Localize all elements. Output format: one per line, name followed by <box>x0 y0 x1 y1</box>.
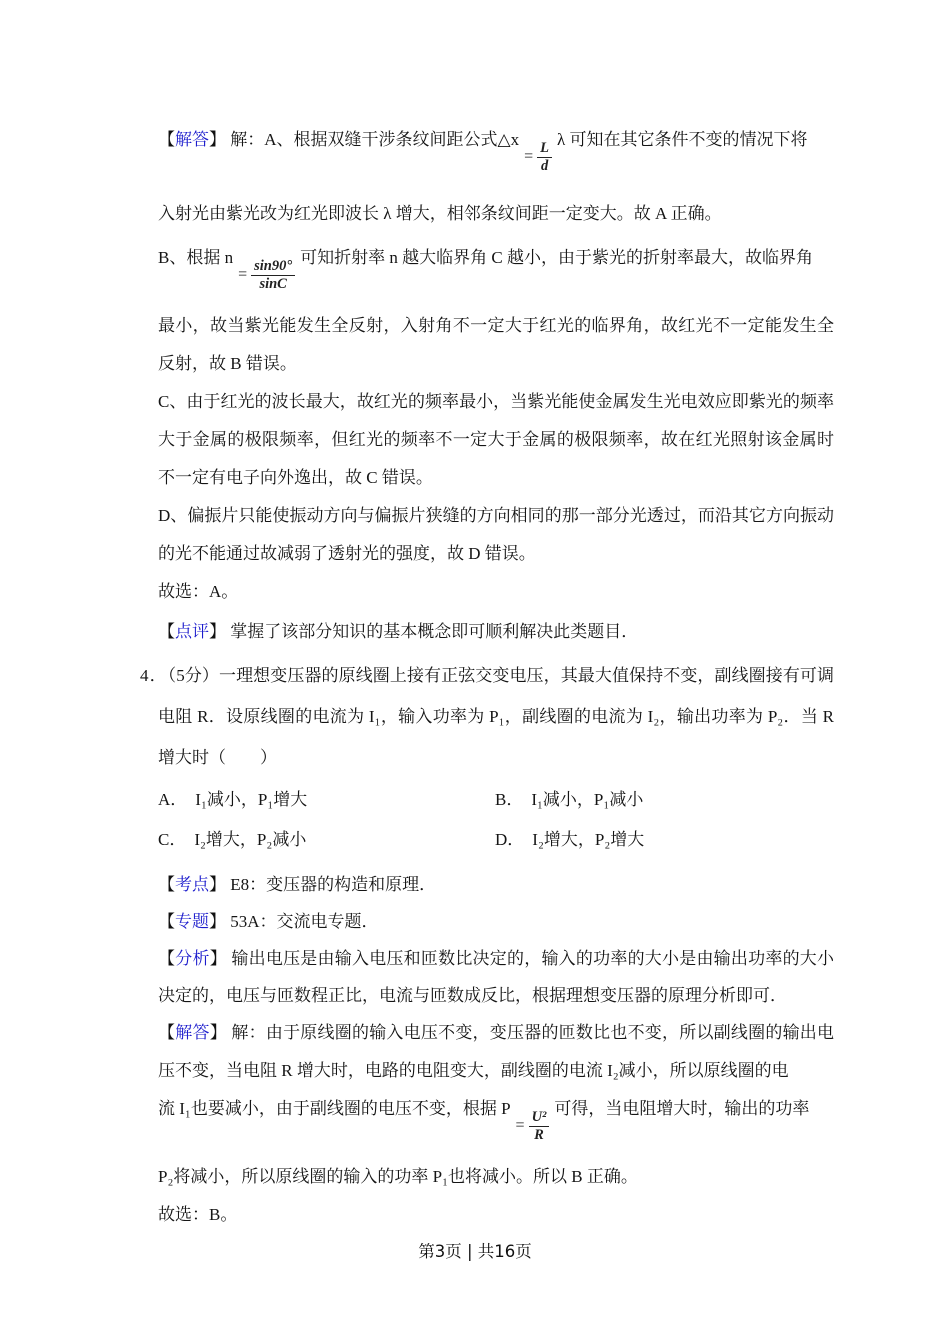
q4-number: 4． <box>140 666 168 685</box>
option-c-text: I₂增大，P₂减小 <box>194 830 307 849</box>
q3-answer-line1-tail: λ 可知在其它条件不变的情况下将 <box>557 130 808 149</box>
bracket-close: 】 <box>209 622 226 641</box>
option-b-key: B． <box>495 790 524 809</box>
bracket-open: 【 <box>158 1023 176 1042</box>
option-d-text: I₂增大，P₂增大 <box>532 830 645 849</box>
jieda-label <box>158 1023 227 1042</box>
fraction-denominator: d <box>540 157 549 174</box>
q4-zhuanti-text: 53A：交流电专题． <box>230 912 379 931</box>
q4-answer-para3: P₂将减小，所以原线圈的输入的功率 P₁也将减小。所以 B 正确。 <box>158 1167 638 1186</box>
q4-stem <box>140 655 834 778</box>
q3-answer-line1-pre: 解：A、根据双缝干涉条纹间距公式△x <box>230 130 520 149</box>
q4-answer-para1-text: 解：由于原线圈的输入电压不变，变压器的匝数比也不变，所以副线圈的输出电压不变，当电阻 R 增大时，电路的电阻变大，副线圈的电流 I₂减小，所以原线圈的电 <box>158 1023 835 1080</box>
q3-answer-para-d: D、偏振片只能使振动方向与偏振片狭缝的方向相同的那一部分光透过，而沿其它方向振动的光不能通过故减弱了透射光的强度，故 D 错误。 <box>158 506 834 563</box>
fraction-numerator: U² <box>529 1110 550 1127</box>
option-c <box>158 820 495 860</box>
q3-answer-para-c: C、由于红光的波长最大，故红光的频率最小，当紫光能使金属发生光电效应即紫光的频率大于金属的极限频率，但红光的频率不一定大于金属的极限频率，故在红光照射该金属时不一定有电子向外逸出，故 C 错误。 <box>158 392 834 487</box>
equals-sign: = <box>515 1117 525 1134</box>
q4-answer-line2-pre: 流 I₁也要减小，由于副线圈的电压不变，根据 P <box>158 1099 511 1118</box>
bracket-close: 】 <box>209 949 227 968</box>
q3-answer-line2: 入射光由紫光改为红光即波长 λ 增大，相邻条纹间距一定变大。故 A 正确。 <box>158 204 722 223</box>
fraction-denominator: sinC <box>259 275 287 292</box>
equals-sign: = <box>238 266 248 283</box>
option-c-key: C． <box>158 830 187 849</box>
q3-answer-para-b: 最小，故当紫光能发生全反射，入射角不一定大于红光的临界角，故红光不一定能发生全反射，故 B 错误。 <box>158 316 834 373</box>
q4-answer-choice: 故选：B。 <box>158 1205 238 1224</box>
fenxi-label <box>158 949 227 968</box>
zhuanti-label-text: 专题 <box>175 912 209 931</box>
page-footer: 第3页 | 共16页 <box>418 1242 532 1261</box>
bracket-close: 】 <box>209 1023 227 1042</box>
bracket-close: 】 <box>209 130 226 149</box>
bracket-open: 【 <box>158 622 175 641</box>
q4-options <box>158 780 834 860</box>
dianping-label <box>158 622 226 641</box>
q4-kaodian-text: E8：变压器的构造和原理． <box>230 875 437 894</box>
q4-answer-line2-post: 可得，当电阻增大时，输出的功率 <box>554 1099 810 1118</box>
option-d-key: D． <box>495 830 525 849</box>
q4-stem-text: （5分）一理想变压器的原线圈上接有正弦交变电压，其最大值保持不变，副线圈接有可调电阻 R．设原线圈的电流为 I₁，输入功率为 P₁，副线圈的电流为 I₂，输出功率为 P₂．当 R 增大时（ ） <box>158 666 834 767</box>
option-b-text: I₁减小，P₁减小 <box>531 790 644 809</box>
q3-comment-text: 掌握了该部分知识的基本概念即可顺利解决此类题目． <box>230 622 639 641</box>
bracket-open: 【 <box>158 949 176 968</box>
fraction-L-over-d <box>524 141 552 173</box>
fenxi-label-text: 分析 <box>175 949 210 968</box>
q4-answer-formula-line <box>158 1090 834 1143</box>
option-a-key: A． <box>158 790 188 809</box>
q3-answer-line3-pre: B、根据 n <box>158 248 234 267</box>
q4-kaodian-line <box>158 866 834 903</box>
q3-answer-line3 <box>158 239 834 292</box>
kaodian-label <box>158 875 226 894</box>
jieda-label-text: 解答 <box>175 130 209 149</box>
dianping-label-text: 点评 <box>175 622 209 641</box>
option-a <box>158 780 495 820</box>
fraction-numerator: L <box>537 141 552 158</box>
q4-fenxi-text: 输出电压是由输入电压和匝数比决定的，输入的功率的大小是由输出功率的大小决定的，电压与匝数程正比，电流与匝数成反比，根据理想变压器的原理分析即可． <box>158 949 835 1005</box>
fraction-denominator: R <box>534 1126 544 1143</box>
jieda-label <box>158 130 226 149</box>
bracket-open: 【 <box>158 875 175 894</box>
fraction-sin90-over-sinC <box>238 259 295 291</box>
q4-zhuanti-line <box>158 903 834 940</box>
fraction-numerator: sin90° <box>251 259 295 276</box>
option-b <box>495 780 834 820</box>
bracket-open: 【 <box>158 130 175 149</box>
page-content <box>140 0 835 1234</box>
bracket-close: 】 <box>209 875 226 894</box>
q3-comment-line <box>158 613 834 651</box>
option-d <box>495 820 834 860</box>
bracket-close: 】 <box>209 912 226 931</box>
fraction-U2-over-R <box>516 1110 550 1142</box>
kaodian-label-text: 考点 <box>175 875 209 894</box>
equals-sign: = <box>524 148 534 165</box>
q3-answer-choice: 故选：A。 <box>158 582 239 601</box>
q3-answer-line1 <box>158 121 834 174</box>
q4-answer-para1 <box>158 1014 834 1090</box>
option-a-text: I₁减小，P₁增大 <box>195 790 308 809</box>
bracket-open: 【 <box>158 912 175 931</box>
q4-fenxi-line <box>158 940 834 1014</box>
jieda-label-text: 解答 <box>175 1023 210 1042</box>
zhuanti-label <box>158 912 226 931</box>
q3-answer-line3-post: 可知折射率 n 越大临界角 C 越小，由于紫光的折射率最大，故临界角 <box>300 248 814 267</box>
